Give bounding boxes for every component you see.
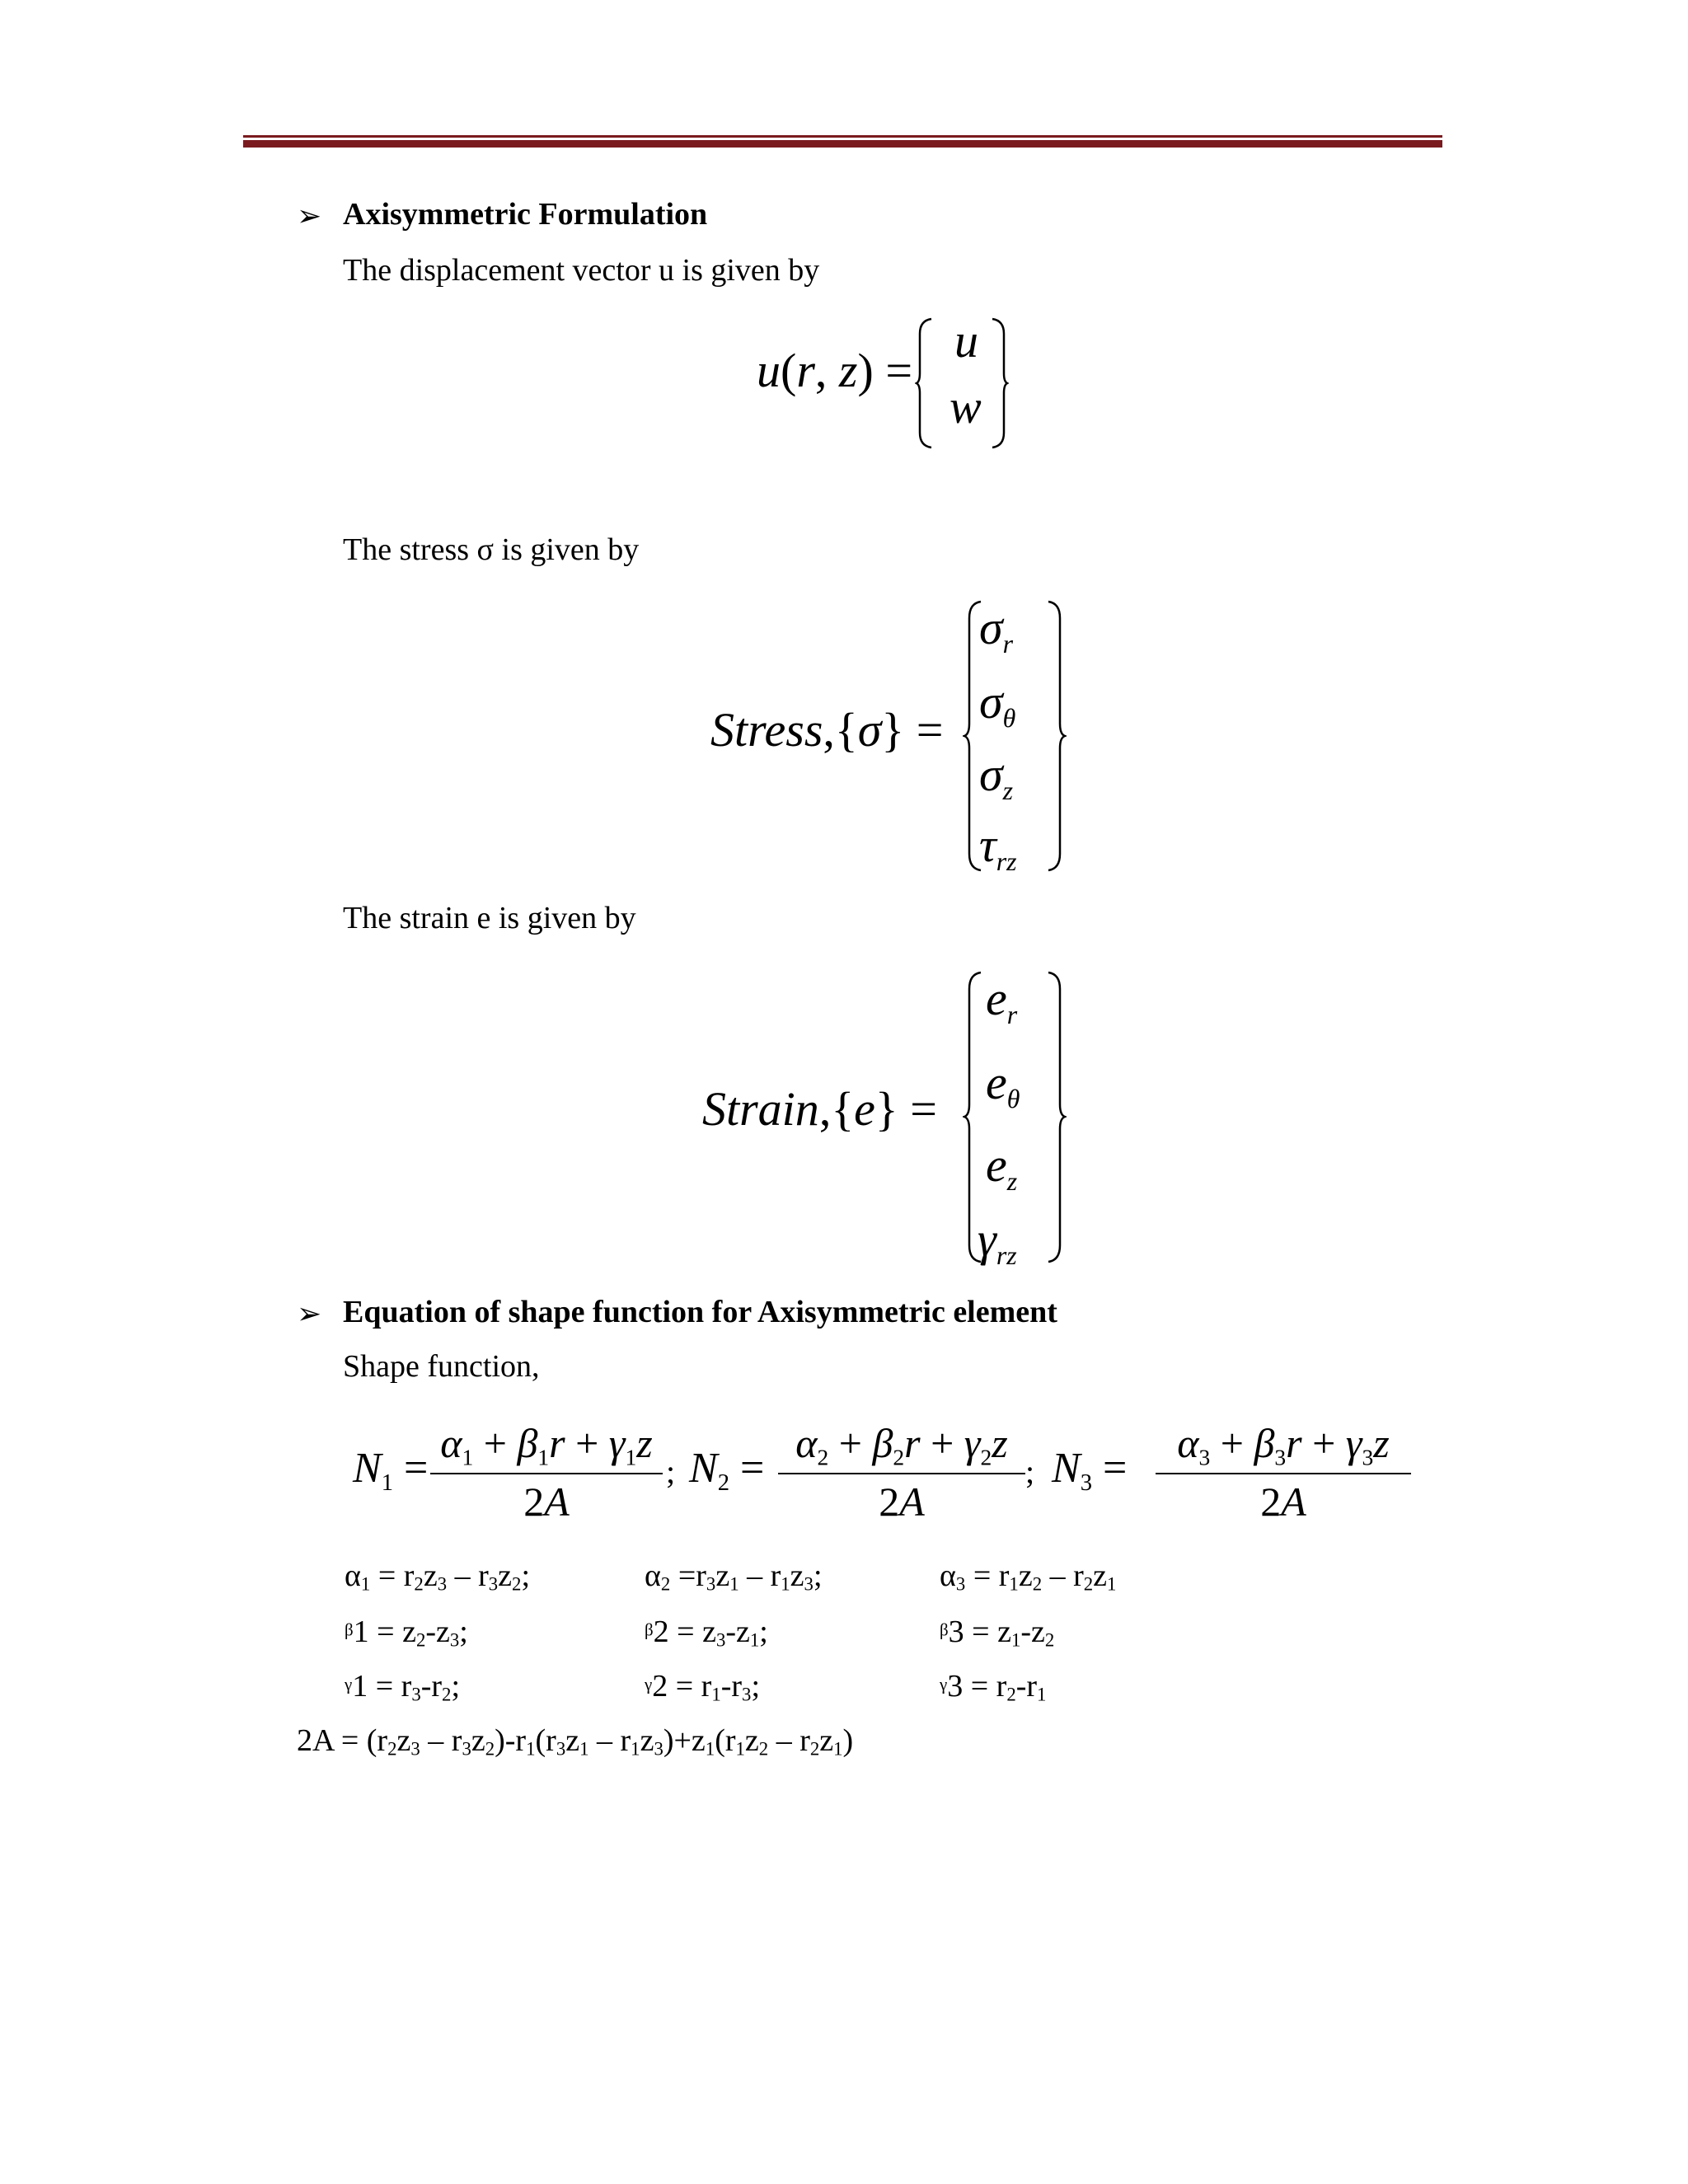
stress-component-z: $\sigma_z$ bbox=[979, 748, 1014, 806]
section-heading: Axisymmetric Formulation bbox=[343, 197, 708, 232]
header-rule-thick bbox=[243, 140, 1442, 148]
alpha-2: $\alpha_2 =r_3z_1 - r_1z_3$; bbox=[645, 1558, 823, 1595]
beta-2: $\beta 2 = z_3-z_1$; bbox=[645, 1615, 768, 1651]
right-brace bbox=[989, 317, 1009, 449]
strain-component-rz: $\gamma_{rz}$ bbox=[978, 1212, 1017, 1271]
strain-intro: The strain e is given by bbox=[343, 901, 636, 935]
section-heading: Equation of shape function for Axisymmetric element bbox=[343, 1295, 1057, 1329]
left-brace bbox=[915, 317, 935, 449]
gamma-3: $\gamma 3 = r_2-r_1$ bbox=[940, 1669, 1047, 1705]
header-rule-thin bbox=[243, 135, 1442, 138]
strain-component-theta: $e_\theta$ bbox=[986, 1056, 1020, 1114]
stress-component-theta: $\sigma_\theta$ bbox=[979, 675, 1016, 733]
stress-equation: Stress,{σ} = bbox=[710, 703, 944, 757]
beta-3: $\beta 3 = z_1-z_2$ bbox=[940, 1615, 1055, 1651]
strain-component-r: $e_r$ bbox=[986, 972, 1018, 1030]
alpha-3: $\alpha_3 = r_1z_2 - r_2z_1$ bbox=[940, 1558, 1117, 1595]
strain-component-z: $e_z$ bbox=[986, 1138, 1018, 1197]
separator: ; bbox=[666, 1453, 676, 1490]
displacement-equation: u(r, z) = bbox=[757, 344, 913, 397]
bullet-arrow-icon: ➢ bbox=[297, 199, 322, 233]
shape-function-fraction-3: $\alpha_3 + \beta_3r + \gamma_3z$ 2A bbox=[1156, 1419, 1411, 1526]
vector-entry: w bbox=[950, 380, 982, 434]
shape-function-fraction-1: $\alpha_1 + \beta_1r + \gamma_1z$ 2A bbox=[430, 1419, 663, 1526]
shape-function-fraction-2: $\alpha_2 + \beta_2r + \gamma_2z$ 2A bbox=[778, 1419, 1025, 1526]
shape-function-lhs-1: $N_1$ = bbox=[353, 1445, 429, 1496]
right-brace bbox=[1045, 600, 1067, 872]
strain-equation: Strain,{e} = bbox=[702, 1082, 937, 1136]
vector-entry: u bbox=[954, 314, 978, 368]
area-formula: $2A = (r_2z_3 - r_3z_2)-r_1(r_3z_1 - r_1z_3)+z_1(r_1z_2 - r_2z_1)$ bbox=[297, 1723, 854, 1760]
stress-component-r: $\sigma_r$ bbox=[979, 601, 1014, 659]
right-brace bbox=[1045, 971, 1067, 1263]
gamma-2: $\gamma 2 = r_1-r_3$; bbox=[645, 1669, 761, 1705]
beta-1: $\beta 1 = z_2-z_3$; bbox=[345, 1615, 468, 1651]
displacement-intro: The displacement vector u is given by bbox=[343, 253, 820, 288]
bullet-arrow-icon: ➢ bbox=[297, 1297, 322, 1331]
stress-intro: The stress σ is given by bbox=[343, 532, 640, 567]
stress-component-rz: $\tau_{rz}$ bbox=[979, 818, 1017, 877]
shape-function-intro: Shape function, bbox=[343, 1349, 540, 1384]
shape-function-lhs-2: $N_2$ = bbox=[689, 1445, 765, 1496]
gamma-1: $\gamma 1 = r_3-r_2$; bbox=[345, 1669, 461, 1705]
shape-function-lhs-3: $N_3$ = bbox=[1052, 1445, 1128, 1496]
alpha-1: $\alpha_1 = r_2z_3 - r_3z_2$; bbox=[345, 1558, 531, 1595]
separator: ; bbox=[1025, 1453, 1035, 1490]
